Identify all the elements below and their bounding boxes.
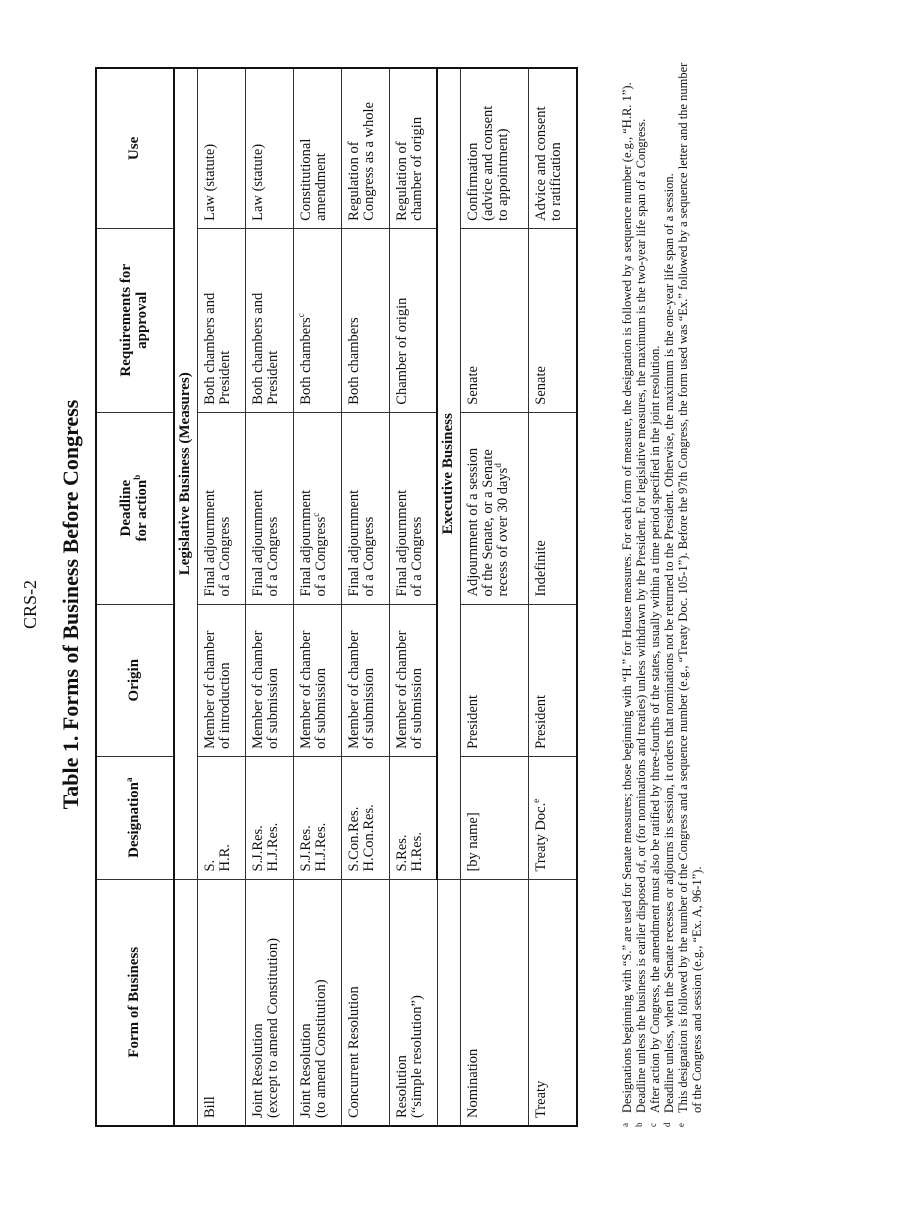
origin-cell (461, 604, 529, 756)
deadline-cell-line: of a Congress (408, 516, 425, 597)
table-title: Table 1. Forms of Business Before Congress (58, 399, 83, 810)
origin-cell (389, 604, 437, 756)
use-cell-line: Advice and consent (533, 106, 549, 221)
requirements-cell (461, 228, 529, 412)
footnote-mark: c (295, 313, 306, 318)
requirements-cell-line: Senate (533, 366, 549, 405)
header-designation: Designation$^a$ (96, 756, 174, 879)
use-cell (341, 68, 389, 228)
origin-cell-line: Member of chamber (345, 630, 362, 749)
header-origin: Origin (96, 604, 174, 756)
form-of-business-cell-line: Bill (201, 1096, 218, 1118)
form-of-business-cell (389, 879, 437, 1126)
deadline-cell (461, 412, 529, 604)
table-row (529, 68, 577, 1126)
form-of-business-cell (293, 879, 341, 1126)
header-use: Use (96, 68, 174, 228)
deadline-cell-line: of a Congress (216, 516, 233, 597)
footnote-marker: b (634, 1122, 644, 1127)
deadline-cell-line: of the Senate, or a Senate (480, 449, 497, 597)
deadline-cell-line: Final adjournment (393, 489, 410, 597)
form-of-business-cell-line: Treaty (533, 1080, 549, 1118)
forms-of-business-table (95, 67, 578, 1127)
section-row (174, 68, 197, 1126)
table-row (245, 68, 293, 1126)
form-of-business-cell-line: (to amend Constitution) (312, 979, 329, 1118)
use-cell-line: Regulation of (393, 141, 410, 221)
origin-cell (197, 604, 245, 756)
form-of-business-cell-line: Joint Resolution (297, 1023, 314, 1118)
footnote-text: Deadline unless the business is earlier disposed of, or (for nominations and treaties) unless withdrawn by the President. For legislative measures, the maximum is the two-year life span of a Congress. (634, 118, 648, 1113)
designation-cell-line: S.J.Res. (297, 825, 314, 872)
deadline-cell (341, 412, 389, 604)
footnote-mark: d (493, 463, 504, 468)
requirements-cell (341, 228, 389, 412)
use-cell-line: chamber of origin (408, 116, 425, 221)
footnote-text: Deadline unless, when the Senate recesses or adjourns its session, it orders that nominations not be returned to the President. Otherwise, the maximum is the one-year life span of a session. (662, 173, 676, 1113)
deadline-cell (389, 412, 437, 604)
designation-cell (529, 756, 577, 879)
requirements-cell-line: Both chambers$^c$ (295, 313, 314, 405)
use-cell (529, 68, 577, 228)
use-cell-line: Regulation of (345, 141, 362, 221)
use-cell-line: to appointment) (495, 128, 512, 221)
requirements-cell (529, 228, 577, 412)
form-of-business-cell (461, 879, 529, 1126)
footnote (648, 57, 662, 1127)
footnote (634, 57, 648, 1127)
footnote-mark: e (531, 798, 542, 803)
footnote-marker: e (676, 1123, 686, 1127)
requirements-cell (389, 228, 437, 412)
table-row (461, 68, 529, 1126)
footnote-text: Designations beginning with “S.” are used for Senate measures; those beginning with “H.” for House measures. For each form of measure, the designation is followed by a sequence number (e.g., “H.R. 1”). (620, 82, 634, 1113)
origin-cell (293, 604, 341, 756)
header-requirements: Requirements for approval (96, 228, 174, 412)
use-cell-line: Confirmation (465, 142, 481, 221)
form-of-business-cell-line: Resolution (393, 1055, 410, 1118)
page-header: CRS-2 (20, 579, 40, 630)
use-cell (293, 68, 341, 228)
designation-cell-line: [by name] (465, 812, 481, 872)
deadline-cell-line: Final adjournment (249, 489, 266, 597)
designation-cell-line: H.Res. (408, 832, 425, 872)
origin-cell-line: of submission (360, 667, 377, 749)
footnote-marker: d (662, 1122, 672, 1127)
footnote-marker: a (620, 1123, 630, 1127)
section-spacer (174, 879, 197, 1126)
designation-cell-line: S.J.Res. (249, 825, 266, 872)
designation-cell-line: H.J.Res. (264, 822, 281, 872)
form-of-business-cell-line: Concurrent Resolution (345, 986, 362, 1118)
use-cell-line: Law (statute) (201, 143, 218, 221)
designation-cell-line: H.Con.Res. (360, 804, 377, 872)
designation-cell (341, 756, 389, 879)
deadline-cell-line: recess of over 30 days$^d$ (493, 463, 512, 597)
requirements-cell-line: Both chambers and (201, 292, 218, 405)
origin-cell-line: of submission (264, 667, 281, 749)
deadline-cell-line: Final adjournment (297, 489, 314, 597)
form-of-business-cell-line: (“simple resolution”) (408, 995, 425, 1118)
footnote (676, 57, 704, 1127)
origin-cell-line: Member of chamber (393, 630, 410, 749)
form-of-business-cell-line: (except to amend Constitution) (264, 937, 281, 1118)
designation-cell-line: H.R. (216, 844, 233, 872)
header-form: Form of Business (96, 879, 174, 1126)
footnote-marker: c (648, 1123, 658, 1127)
origin-cell-line: President (465, 694, 481, 749)
section-row (437, 68, 460, 1126)
table-row (341, 68, 389, 1126)
use-cell (245, 68, 293, 228)
deadline-cell-line: Indefinite (533, 540, 549, 597)
origin-cell-line: of submission (312, 667, 329, 749)
form-of-business-cell (245, 879, 293, 1126)
header-row (96, 68, 174, 1126)
form-of-business-cell (197, 879, 245, 1126)
deadline-cell-line: of a Congress (360, 516, 377, 597)
footnote-text: After action by Congress, the amendment must also be ratified by three-fourths of the states, usually within a time period specified in the joint resolution. (648, 345, 662, 1113)
origin-cell-line: of introduction (216, 662, 233, 749)
footnote (662, 57, 676, 1127)
designation-cell-line: S.Res. (393, 834, 410, 872)
use-cell (197, 68, 245, 228)
requirements-cell-line: Both chambers (345, 317, 362, 405)
designation-cell (389, 756, 437, 879)
header-deadline: Deadline for action$^b$ (96, 412, 174, 604)
use-cell-line: Congress as a whole (360, 102, 377, 221)
table-row (293, 68, 341, 1126)
origin-cell-line: Member of chamber (201, 630, 218, 749)
use-cell-line: Law (statute) (249, 143, 266, 221)
origin-cell (529, 604, 577, 756)
designation-cell (293, 756, 341, 879)
deadline-cell (293, 412, 341, 604)
footnote (620, 57, 634, 1127)
requirements-cell-line: President (216, 350, 233, 405)
designation-cell-line: S. (201, 859, 218, 872)
table-row (197, 68, 245, 1126)
origin-cell (245, 604, 293, 756)
section-heading: Legislative Business (Measures) (174, 68, 197, 879)
deadline-cell-line: Adjournment of a session (465, 447, 481, 597)
origin-cell-line: Member of chamber (297, 630, 314, 749)
designation-cell-line: Treaty Doc.$^e$ (531, 798, 549, 872)
use-cell-line: amendment (312, 153, 329, 221)
use-cell-line: to ratification (548, 142, 565, 221)
deadline-cell-line: Final adjournment (345, 489, 362, 597)
use-cell-line: (advice and consent (480, 105, 497, 221)
deadline-cell (245, 412, 293, 604)
use-cell-line: Constitutional (297, 138, 314, 221)
deadline-cell (197, 412, 245, 604)
section-heading: Executive Business (437, 68, 460, 879)
footnote-mark: c (311, 512, 322, 517)
form-of-business-cell (529, 879, 577, 1126)
footnote-text: This designation is followed by the number of the Congress and a sequence number (e.g., “Treaty Doc. 105-1”). Before the 97th Congress, the form used was “Ex.” followed by a sequence letter and the number of the Congress and session (e.g., “Ex. A, 96-1”). (676, 62, 704, 1113)
requirements-cell-line: Senate (465, 366, 481, 405)
deadline-cell-line: of a Congress (264, 516, 281, 597)
designation-cell (461, 756, 529, 879)
requirements-cell-line: President (264, 350, 281, 405)
origin-cell-line: of submission (408, 667, 425, 749)
deadline-cell-line: Final adjournment (201, 489, 218, 597)
form-of-business-cell (341, 879, 389, 1126)
requirements-cell (293, 228, 341, 412)
requirements-cell (197, 228, 245, 412)
use-cell (389, 68, 437, 228)
section-spacer (437, 879, 460, 1126)
form-of-business-cell-line: Nomination (465, 1048, 481, 1118)
footnotes (620, 57, 704, 1127)
designation-cell-line: H.J.Res. (312, 822, 329, 872)
deadline-cell (529, 412, 577, 604)
form-of-business-cell-line: Joint Resolution (249, 1023, 266, 1118)
designation-cell (197, 756, 245, 879)
designation-cell-line: S.Con.Res. (345, 806, 362, 872)
requirements-cell-line: Both chambers and (249, 292, 266, 405)
designation-cell (245, 756, 293, 879)
requirements-cell-line: Chamber of origin (393, 297, 410, 405)
requirements-cell (245, 228, 293, 412)
deadline-cell-line: of a Congress$^c$ (311, 512, 329, 597)
origin-cell-line: Member of chamber (249, 630, 266, 749)
use-cell (461, 68, 529, 228)
origin-cell (341, 604, 389, 756)
table-row (389, 68, 437, 1126)
origin-cell-line: President (533, 694, 549, 749)
